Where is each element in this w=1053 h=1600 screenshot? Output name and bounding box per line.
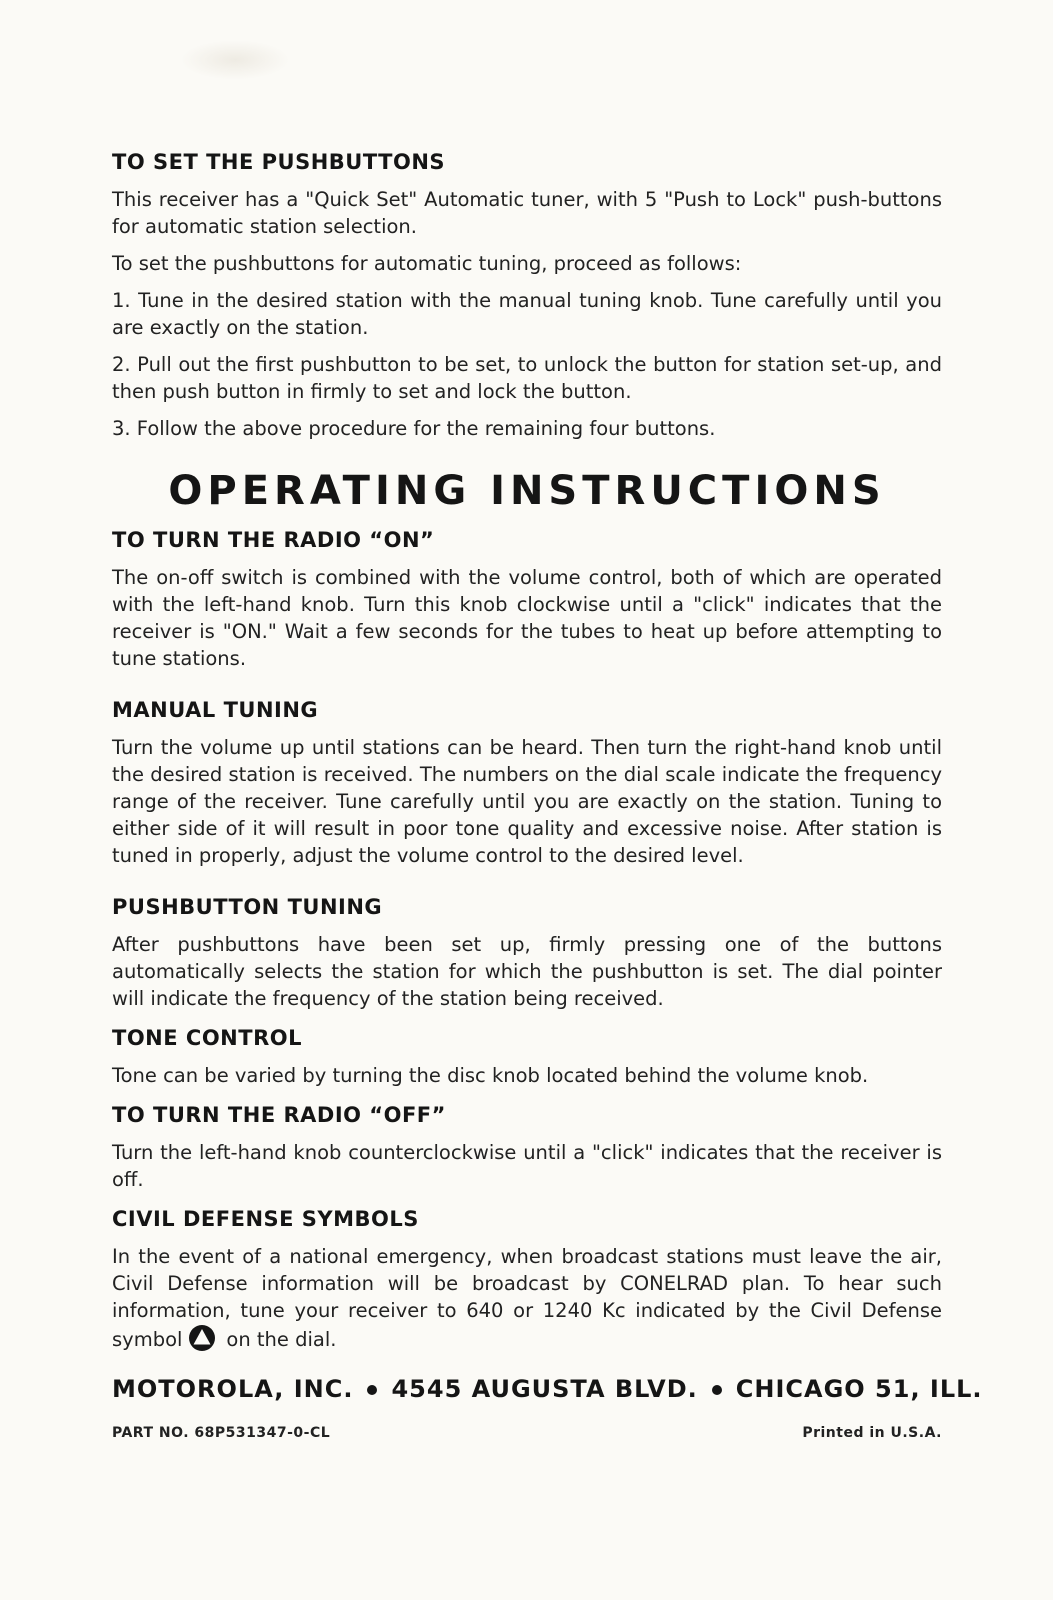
instruction-sheet xyxy=(112,150,983,1441)
company-address-line xyxy=(112,1375,983,1403)
section-turn-on xyxy=(112,528,942,672)
section-heading: MANUAL TUNING xyxy=(112,698,319,722)
paragraph: Turn the volume up until stations can be heard. Then turn the right-hand knob until the desired station is received. The numbers on the dial scale indicate the frequency range of the receiver. Tune carefully until you are exactly on the station. Tuning to either side of it will result in poor tone quality and excessive noise. After station is tuned in properly, adjust the volume control to the desired level. xyxy=(112,736,942,867)
section-heading: TO SET THE PUSHBUTTONS xyxy=(112,150,446,174)
section-set-pushbuttons xyxy=(112,150,942,442)
step-2: 2. Pull out the first pushbutton to be set, to unlock the button for station set-up, and then push button in firmly to set and lock the button. xyxy=(112,353,942,403)
paragraph xyxy=(112,1243,942,1353)
page-title: OPERATING INSTRUCTIONS xyxy=(168,468,886,514)
civil-defense-text-end: on the dial. xyxy=(226,1328,337,1351)
section-heading: TO TURN THE RADIO “ON” xyxy=(112,528,435,552)
step-1: 1. Tune in the desired station with the manual tuning knob. Tune carefully until you are exactly on the station. xyxy=(112,289,942,339)
section-heading: TONE CONTROL xyxy=(112,1026,302,1050)
step-3: 3. Follow the above procedure for the remaining four buttons. xyxy=(112,417,716,440)
section-heading: TO TURN THE RADIO “OFF” xyxy=(112,1103,446,1127)
civil-defense-triangle-icon xyxy=(188,1324,216,1352)
section-turn-off xyxy=(112,1103,942,1193)
paragraph: Tone can be varied by turning the disc knob located behind the volume knob. xyxy=(112,1064,869,1087)
company-name: MOTOROLA, INC. xyxy=(112,1375,354,1403)
paragraph: The on-off switch is combined with the volume control, both of which are operated with the left-hand knob. Turn this knob clockwise until a "click" indicates that the receiver is "ON." Wait a few seconds for the tubes to heat up before attempting to tune stations. xyxy=(112,566,942,670)
paragraph: To set the pushbuttons for automatic tuning, proceed as follows: xyxy=(112,252,742,275)
part-number: PART NO. 68P531347-0-CL xyxy=(112,1425,331,1441)
company-city: CHICAGO 51, ILL. xyxy=(735,1375,983,1403)
printed-in: Printed in U.S.A. xyxy=(802,1425,942,1441)
section-tone-control xyxy=(112,1026,942,1089)
paragraph: After pushbuttons have been set up, firmly pressing one of the buttons automatically selects the station for which the pushbutton is set. The dial pointer will indicate the frequency of the station being received. xyxy=(112,933,942,1010)
section-heading: CIVIL DEFENSE SYMBOLS xyxy=(112,1207,419,1231)
bullet-icon xyxy=(712,1385,722,1395)
section-manual-tuning xyxy=(112,698,942,869)
civil-defense-text: In the event of a national emergency, when broadcast stations must leave the air, Civil Defense information will be broadcast by CONELRAD plan. To hear such information, tune your receiver to 640 or 1240 Kc indicated by the Civil Defense symbol xyxy=(112,1245,942,1351)
company-street: 4545 AUGUSTA BLVD. xyxy=(391,1375,698,1403)
footer-meta xyxy=(112,1425,942,1441)
bullet-icon xyxy=(367,1385,377,1395)
paragraph: Turn the left-hand knob counterclockwise until a "click" indicates that the receiver is off. xyxy=(112,1141,942,1191)
paper-smudge xyxy=(180,40,290,80)
section-civil-defense xyxy=(112,1207,942,1353)
section-pushbutton-tuning xyxy=(112,895,942,1012)
section-heading: PUSHBUTTON TUNING xyxy=(112,895,383,919)
paragraph: This receiver has a "Quick Set" Automatic tuner, with 5 "Push to Lock" push-buttons for automatic station selection. xyxy=(112,188,942,238)
